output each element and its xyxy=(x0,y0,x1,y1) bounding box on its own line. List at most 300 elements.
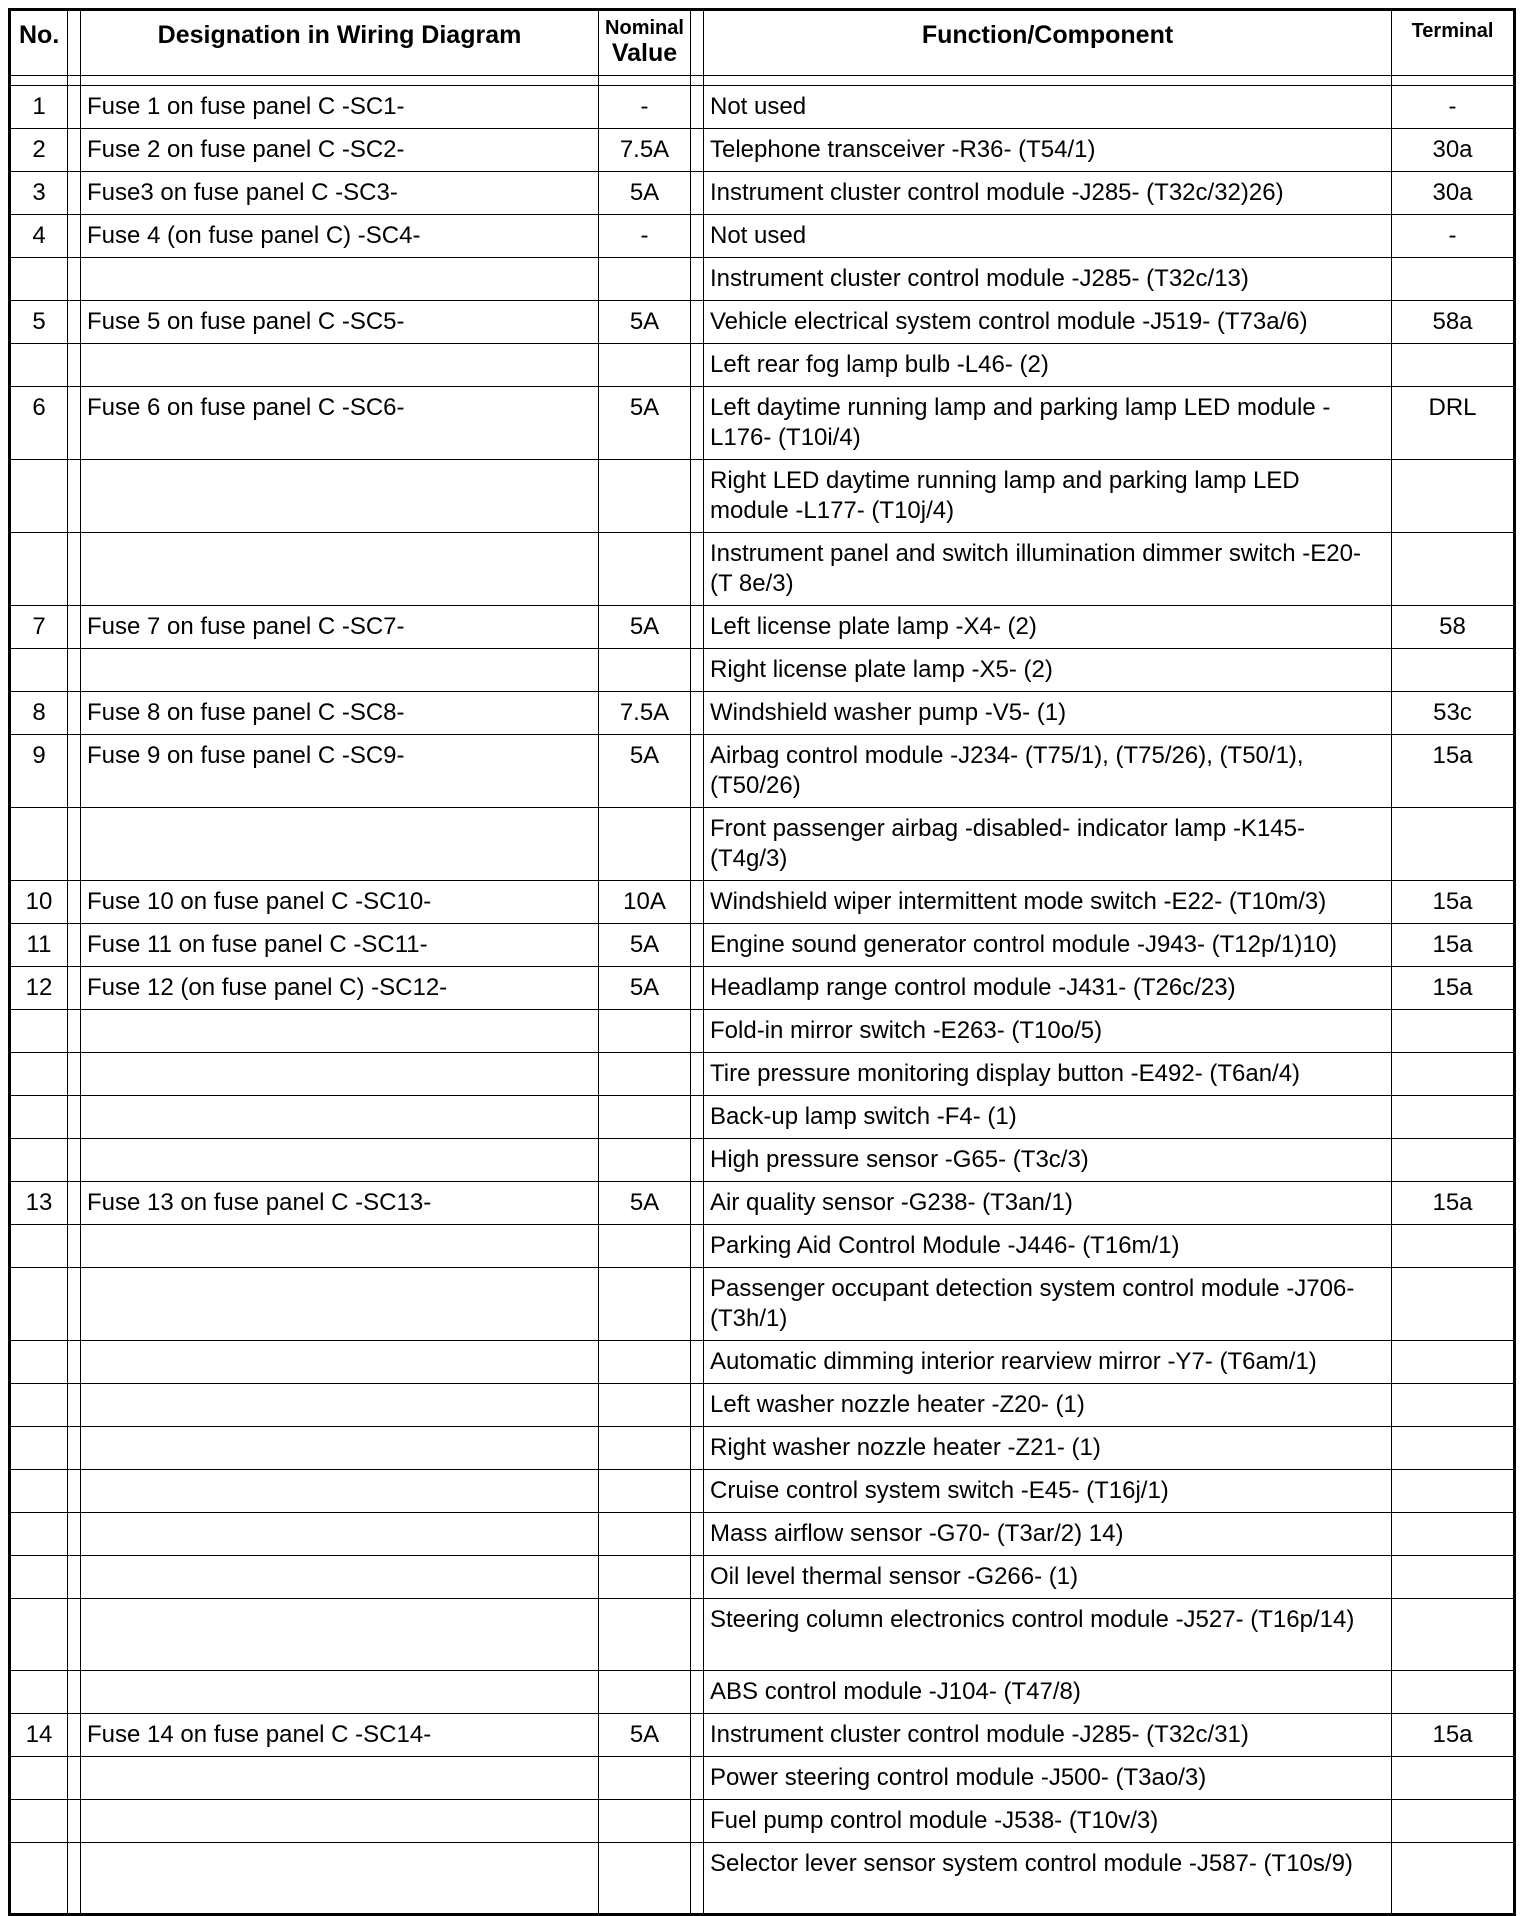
cell-function: Air quality sensor -G238- (T3an/1) xyxy=(704,1182,1392,1225)
cell-designation: Fuse 13 on fuse panel C -SC13- xyxy=(81,1182,599,1225)
cell-spacer xyxy=(68,460,81,533)
cell-designation xyxy=(81,344,599,387)
cell-no xyxy=(10,1096,68,1139)
cell-spacer xyxy=(691,1800,704,1843)
cell-no xyxy=(10,1757,68,1800)
cell-no: 5 xyxy=(10,301,68,344)
table-row xyxy=(10,1556,1515,1599)
cell-function: Front passenger airbag -disabled- indicator lamp -K145- (T4g/3) xyxy=(704,808,1392,881)
cell-no xyxy=(10,1800,68,1843)
cell-function: Steering column electronics control module -J527- (T16p/14) xyxy=(704,1599,1392,1671)
cell-spacer xyxy=(691,1843,704,1915)
cell-terminal: 15a xyxy=(1392,924,1515,967)
cell-designation: Fuse3 on fuse panel C -SC3- xyxy=(81,172,599,215)
cell-nominal-value xyxy=(599,1225,691,1268)
cell-spacer xyxy=(68,735,81,808)
cell-spacer xyxy=(68,1341,81,1384)
cell-terminal xyxy=(1392,1757,1515,1800)
cell-spacer xyxy=(691,1268,704,1341)
cell-nominal-value: 10A xyxy=(599,881,691,924)
cell-nominal-value: 5A xyxy=(599,735,691,808)
cell-designation xyxy=(81,1427,599,1470)
gap-row xyxy=(10,76,1515,86)
cell-terminal xyxy=(1392,1139,1515,1182)
cell-nominal-value: 7.5A xyxy=(599,129,691,172)
cell-terminal xyxy=(1392,1384,1515,1427)
cell-no xyxy=(10,649,68,692)
cell-no xyxy=(10,808,68,881)
cell-no: 7 xyxy=(10,606,68,649)
fuse-table-document xyxy=(8,8,1516,1916)
cell-designation xyxy=(81,1139,599,1182)
cell-spacer xyxy=(68,129,81,172)
table-row xyxy=(10,344,1515,387)
cell-function: Instrument cluster control module -J285- (T32c/31) xyxy=(704,1714,1392,1757)
cell-designation: Fuse 9 on fuse panel C -SC9- xyxy=(81,735,599,808)
table-row xyxy=(10,606,1515,649)
table-row xyxy=(10,1671,1515,1714)
cell-spacer xyxy=(691,1053,704,1096)
cell-designation xyxy=(81,1341,599,1384)
cell-function: Passenger occupant detection system control module -J706- (T3h/1) xyxy=(704,1268,1392,1341)
cell-function: Cruise control system switch -E45- (T16j/1) xyxy=(704,1470,1392,1513)
cell-no: 1 xyxy=(10,86,68,129)
cell-spacer xyxy=(68,1800,81,1843)
cell-nominal-value: 5A xyxy=(599,301,691,344)
cell-no xyxy=(10,460,68,533)
cell-designation xyxy=(81,1225,599,1268)
cell-spacer xyxy=(691,1671,704,1714)
fuse-table xyxy=(8,8,1516,1916)
header-nominal-bottom: Value xyxy=(611,39,678,67)
cell-no xyxy=(10,1843,68,1915)
table-row xyxy=(10,172,1515,215)
cell-terminal: 15a xyxy=(1392,1182,1515,1225)
table-row xyxy=(10,881,1515,924)
cell-spacer xyxy=(691,1556,704,1599)
cell-spacer xyxy=(68,533,81,606)
cell-spacer xyxy=(68,1384,81,1427)
cell-designation xyxy=(81,808,599,881)
cell-terminal xyxy=(1392,1010,1515,1053)
cell-spacer xyxy=(691,258,704,301)
cell-spacer xyxy=(68,606,81,649)
cell-designation: Fuse 14 on fuse panel C -SC14- xyxy=(81,1714,599,1757)
cell-spacer xyxy=(691,1341,704,1384)
cell-designation xyxy=(81,1010,599,1053)
cell-spacer xyxy=(691,301,704,344)
cell-terminal xyxy=(1392,808,1515,881)
cell-no xyxy=(10,1341,68,1384)
cell-designation xyxy=(81,1470,599,1513)
cell-spacer xyxy=(68,1096,81,1139)
cell-nominal-value xyxy=(599,1268,691,1341)
cell-spacer xyxy=(68,1470,81,1513)
cell-nominal-value: 7.5A xyxy=(599,692,691,735)
cell-terminal xyxy=(1392,1556,1515,1599)
cell-no xyxy=(10,258,68,301)
cell-nominal-value xyxy=(599,1341,691,1384)
cell-spacer xyxy=(68,1225,81,1268)
cell-nominal-value: 5A xyxy=(599,387,691,460)
cell-terminal: DRL xyxy=(1392,387,1515,460)
cell-spacer xyxy=(68,881,81,924)
cell-function: Instrument cluster control module -J285- (T32c/32)26) xyxy=(704,172,1392,215)
cell-designation: Fuse 1 on fuse panel C -SC1- xyxy=(81,86,599,129)
cell-spacer xyxy=(68,1053,81,1096)
table-row xyxy=(10,387,1515,460)
cell-nominal-value: - xyxy=(599,215,691,258)
cell-function: Left license plate lamp -X4- (2) xyxy=(704,606,1392,649)
cell-function: Vehicle electrical system control module -J519- (T73a/6) xyxy=(704,301,1392,344)
cell-designation xyxy=(81,1384,599,1427)
cell-function: Left rear fog lamp bulb -L46- (2) xyxy=(704,344,1392,387)
table-row xyxy=(10,924,1515,967)
cell-designation xyxy=(81,1513,599,1556)
cell-nominal-value xyxy=(599,1757,691,1800)
cell-nominal-value xyxy=(599,1800,691,1843)
cell-nominal-value xyxy=(599,1139,691,1182)
cell-designation xyxy=(81,460,599,533)
table-row xyxy=(10,460,1515,533)
cell-spacer xyxy=(68,1757,81,1800)
cell-terminal: 30a xyxy=(1392,129,1515,172)
cell-function: Parking Aid Control Module -J446- (T16m/1) xyxy=(704,1225,1392,1268)
cell-function: Selector lever sensor system control module -J587- (T10s/9) xyxy=(704,1843,1392,1915)
cell-no xyxy=(10,1010,68,1053)
table-row xyxy=(10,1714,1515,1757)
cell-spacer xyxy=(68,344,81,387)
cell-spacer xyxy=(691,924,704,967)
cell-function: Right washer nozzle heater -Z21- (1) xyxy=(704,1427,1392,1470)
cell-spacer xyxy=(691,86,704,129)
cell-spacer xyxy=(691,1182,704,1225)
cell-nominal-value: 5A xyxy=(599,967,691,1010)
cell-terminal: 53c xyxy=(1392,692,1515,735)
cell-spacer xyxy=(691,1096,704,1139)
cell-spacer xyxy=(691,1384,704,1427)
cell-spacer xyxy=(68,1513,81,1556)
cell-spacer xyxy=(691,344,704,387)
cell-nominal-value xyxy=(599,649,691,692)
cell-nominal-value xyxy=(599,1010,691,1053)
cell-no xyxy=(10,1268,68,1341)
cell-spacer xyxy=(691,692,704,735)
cell-designation xyxy=(81,1843,599,1915)
table-row xyxy=(10,1053,1515,1096)
cell-spacer xyxy=(691,967,704,1010)
cell-terminal: - xyxy=(1392,86,1515,129)
cell-no xyxy=(10,533,68,606)
cell-spacer xyxy=(68,301,81,344)
cell-function: Automatic dimming interior rearview mirror -Y7- (T6am/1) xyxy=(704,1341,1392,1384)
cell-function: Windshield wiper intermittent mode switch -E22- (T10m/3) xyxy=(704,881,1392,924)
cell-designation xyxy=(81,1757,599,1800)
cell-function: Not used xyxy=(704,215,1392,258)
cell-function: Airbag control module -J234- (T75/1), (T75/26), (T50/1), (T50/26) xyxy=(704,735,1392,808)
cell-nominal-value xyxy=(599,1096,691,1139)
cell-terminal: 58 xyxy=(1392,606,1515,649)
cell-nominal-value xyxy=(599,1053,691,1096)
cell-spacer xyxy=(68,1139,81,1182)
table-row xyxy=(10,1010,1515,1053)
table-row xyxy=(10,1427,1515,1470)
cell-designation xyxy=(81,258,599,301)
cell-nominal-value xyxy=(599,1384,691,1427)
cell-function: Headlamp range control module -J431- (T26c/23) xyxy=(704,967,1392,1010)
cell-designation: Fuse 11 on fuse panel C -SC11- xyxy=(81,924,599,967)
cell-spacer xyxy=(691,1757,704,1800)
cell-nominal-value xyxy=(599,1556,691,1599)
table-row xyxy=(10,301,1515,344)
table-row xyxy=(10,129,1515,172)
cell-designation: Fuse 12 (on fuse panel C) -SC12- xyxy=(81,967,599,1010)
table-row xyxy=(10,1843,1515,1915)
cell-spacer xyxy=(68,387,81,460)
cell-nominal-value xyxy=(599,808,691,881)
cell-nominal-value xyxy=(599,1470,691,1513)
cell-terminal: 15a xyxy=(1392,967,1515,1010)
table-row xyxy=(10,1599,1515,1671)
cell-spacer xyxy=(68,1556,81,1599)
cell-function: Instrument cluster control module -J285- (T32c/13) xyxy=(704,258,1392,301)
cell-no: 3 xyxy=(10,172,68,215)
header-no: No. xyxy=(10,10,68,76)
cell-terminal: 15a xyxy=(1392,735,1515,808)
table-row xyxy=(10,1513,1515,1556)
cell-spacer xyxy=(68,1714,81,1757)
table-row xyxy=(10,215,1515,258)
cell-spacer xyxy=(691,1513,704,1556)
cell-designation: Fuse 5 on fuse panel C -SC5- xyxy=(81,301,599,344)
table-row xyxy=(10,1800,1515,1843)
cell-function: Telephone transceiver -R36- (T54/1) xyxy=(704,129,1392,172)
cell-nominal-value xyxy=(599,1843,691,1915)
cell-function: Oil level thermal sensor -G266- (1) xyxy=(704,1556,1392,1599)
header-row xyxy=(10,10,1515,76)
cell-function: Right license plate lamp -X5- (2) xyxy=(704,649,1392,692)
cell-spacer xyxy=(691,1599,704,1671)
cell-spacer xyxy=(68,1182,81,1225)
cell-designation xyxy=(81,1053,599,1096)
table-row xyxy=(10,808,1515,881)
cell-designation: Fuse 6 on fuse panel C -SC6- xyxy=(81,387,599,460)
cell-nominal-value xyxy=(599,1513,691,1556)
cell-no xyxy=(10,1225,68,1268)
cell-spacer xyxy=(691,172,704,215)
cell-no xyxy=(10,1427,68,1470)
table-row xyxy=(10,1470,1515,1513)
cell-spacer xyxy=(68,1843,81,1915)
cell-spacer xyxy=(68,692,81,735)
cell-spacer xyxy=(68,1427,81,1470)
cell-function: Back-up lamp switch -F4- (1) xyxy=(704,1096,1392,1139)
cell-terminal xyxy=(1392,1053,1515,1096)
cell-designation: Fuse 4 (on fuse panel C) -SC4- xyxy=(81,215,599,258)
cell-spacer xyxy=(691,1010,704,1053)
cell-spacer xyxy=(68,649,81,692)
cell-spacer xyxy=(691,1139,704,1182)
cell-terminal xyxy=(1392,344,1515,387)
cell-terminal xyxy=(1392,1513,1515,1556)
cell-function: Fuel pump control module -J538- (T10v/3) xyxy=(704,1800,1392,1843)
cell-spacer xyxy=(691,1470,704,1513)
cell-spacer xyxy=(68,1268,81,1341)
table-row xyxy=(10,1182,1515,1225)
cell-terminal xyxy=(1392,1225,1515,1268)
cell-no: 6 xyxy=(10,387,68,460)
cell-spacer xyxy=(68,1010,81,1053)
cell-spacer xyxy=(691,1427,704,1470)
cell-nominal-value: 5A xyxy=(599,924,691,967)
cell-terminal xyxy=(1392,258,1515,301)
cell-spacer xyxy=(691,129,704,172)
cell-spacer xyxy=(691,1225,704,1268)
cell-terminal xyxy=(1392,1268,1515,1341)
cell-spacer xyxy=(691,808,704,881)
cell-no xyxy=(10,1470,68,1513)
cell-terminal xyxy=(1392,1470,1515,1513)
cell-terminal: 30a xyxy=(1392,172,1515,215)
cell-designation: Fuse 2 on fuse panel C -SC2- xyxy=(81,129,599,172)
header-nominal-top: Nominal xyxy=(605,17,684,39)
cell-terminal: - xyxy=(1392,215,1515,258)
table-row xyxy=(10,86,1515,129)
cell-no: 4 xyxy=(10,215,68,258)
cell-nominal-value: - xyxy=(599,86,691,129)
cell-function: Left washer nozzle heater -Z20- (1) xyxy=(704,1384,1392,1427)
cell-terminal xyxy=(1392,1096,1515,1139)
cell-spacer xyxy=(691,606,704,649)
cell-nominal-value: 5A xyxy=(599,172,691,215)
cell-designation xyxy=(81,1096,599,1139)
cell-no xyxy=(10,1384,68,1427)
cell-function: Left daytime running lamp and parking lamp LED module -L176- (T10i/4) xyxy=(704,387,1392,460)
cell-spacer xyxy=(68,924,81,967)
cell-nominal-value xyxy=(599,1599,691,1671)
cell-designation xyxy=(81,1800,599,1843)
cell-terminal: 15a xyxy=(1392,1714,1515,1757)
cell-spacer xyxy=(691,649,704,692)
cell-designation: Fuse 7 on fuse panel C -SC7- xyxy=(81,606,599,649)
cell-function: Not used xyxy=(704,86,1392,129)
cell-designation xyxy=(81,1556,599,1599)
cell-nominal-value xyxy=(599,1427,691,1470)
cell-spacer xyxy=(68,215,81,258)
cell-spacer xyxy=(691,215,704,258)
cell-terminal xyxy=(1392,1671,1515,1714)
cell-spacer xyxy=(68,1599,81,1671)
cell-spacer xyxy=(691,460,704,533)
cell-terminal xyxy=(1392,1843,1515,1915)
cell-designation xyxy=(81,533,599,606)
cell-function: Engine sound generator control module -J943- (T12p/1)10) xyxy=(704,924,1392,967)
cell-function: ABS control module -J104- (T47/8) xyxy=(704,1671,1392,1714)
cell-no xyxy=(10,1513,68,1556)
header-designation: Designation in Wiring Diagram xyxy=(81,10,599,76)
cell-function: High pressure sensor -G65- (T3c/3) xyxy=(704,1139,1392,1182)
cell-nominal-value xyxy=(599,258,691,301)
cell-no: 12 xyxy=(10,967,68,1010)
cell-nominal-value: 5A xyxy=(599,1714,691,1757)
header-function: Function/Component xyxy=(704,10,1392,76)
cell-function: Tire pressure monitoring display button -E492- (T6an/4) xyxy=(704,1053,1392,1096)
cell-terminal xyxy=(1392,1341,1515,1384)
table-row xyxy=(10,1341,1515,1384)
cell-terminal xyxy=(1392,649,1515,692)
table-row xyxy=(10,735,1515,808)
cell-designation xyxy=(81,649,599,692)
header-spacer xyxy=(691,10,704,76)
cell-function: Fold-in mirror switch -E263- (T10o/5) xyxy=(704,1010,1392,1053)
cell-no: 2 xyxy=(10,129,68,172)
cell-spacer xyxy=(68,172,81,215)
cell-terminal xyxy=(1392,533,1515,606)
cell-terminal xyxy=(1392,460,1515,533)
table-row xyxy=(10,258,1515,301)
cell-spacer xyxy=(691,1714,704,1757)
cell-no xyxy=(10,1671,68,1714)
cell-spacer xyxy=(68,967,81,1010)
cell-nominal-value: 5A xyxy=(599,606,691,649)
header-terminal: Terminal xyxy=(1392,10,1515,76)
cell-nominal-value: 5A xyxy=(599,1182,691,1225)
cell-nominal-value xyxy=(599,1671,691,1714)
cell-no: 8 xyxy=(10,692,68,735)
cell-spacer xyxy=(68,808,81,881)
table-row xyxy=(10,1384,1515,1427)
cell-spacer xyxy=(691,881,704,924)
cell-function: Right LED daytime running lamp and parking lamp LED module -L177- (T10j/4) xyxy=(704,460,1392,533)
table-row xyxy=(10,649,1515,692)
cell-no: 14 xyxy=(10,1714,68,1757)
cell-no xyxy=(10,344,68,387)
table-row xyxy=(10,692,1515,735)
table-row xyxy=(10,1225,1515,1268)
cell-terminal xyxy=(1392,1800,1515,1843)
cell-no xyxy=(10,1599,68,1671)
cell-function: Windshield washer pump -V5- (1) xyxy=(704,692,1392,735)
cell-nominal-value xyxy=(599,460,691,533)
cell-nominal-value xyxy=(599,344,691,387)
cell-designation xyxy=(81,1268,599,1341)
cell-no xyxy=(10,1053,68,1096)
cell-no xyxy=(10,1556,68,1599)
cell-designation xyxy=(81,1599,599,1671)
table-row xyxy=(10,967,1515,1010)
cell-terminal: 58a xyxy=(1392,301,1515,344)
cell-no: 9 xyxy=(10,735,68,808)
table-body xyxy=(10,76,1515,1915)
cell-no: 11 xyxy=(10,924,68,967)
cell-designation: Fuse 8 on fuse panel C -SC8- xyxy=(81,692,599,735)
cell-terminal xyxy=(1392,1427,1515,1470)
cell-no: 10 xyxy=(10,881,68,924)
table-row xyxy=(10,1757,1515,1800)
cell-spacer xyxy=(68,258,81,301)
cell-function: Power steering control module -J500- (T3ao/3) xyxy=(704,1757,1392,1800)
table-row xyxy=(10,1268,1515,1341)
table-row xyxy=(10,1139,1515,1182)
cell-nominal-value xyxy=(599,533,691,606)
header-spacer xyxy=(68,10,81,76)
cell-designation: Fuse 10 on fuse panel C -SC10- xyxy=(81,881,599,924)
cell-spacer xyxy=(68,1671,81,1714)
cell-spacer xyxy=(691,533,704,606)
cell-terminal xyxy=(1392,1599,1515,1671)
cell-no xyxy=(10,1139,68,1182)
cell-spacer xyxy=(691,735,704,808)
